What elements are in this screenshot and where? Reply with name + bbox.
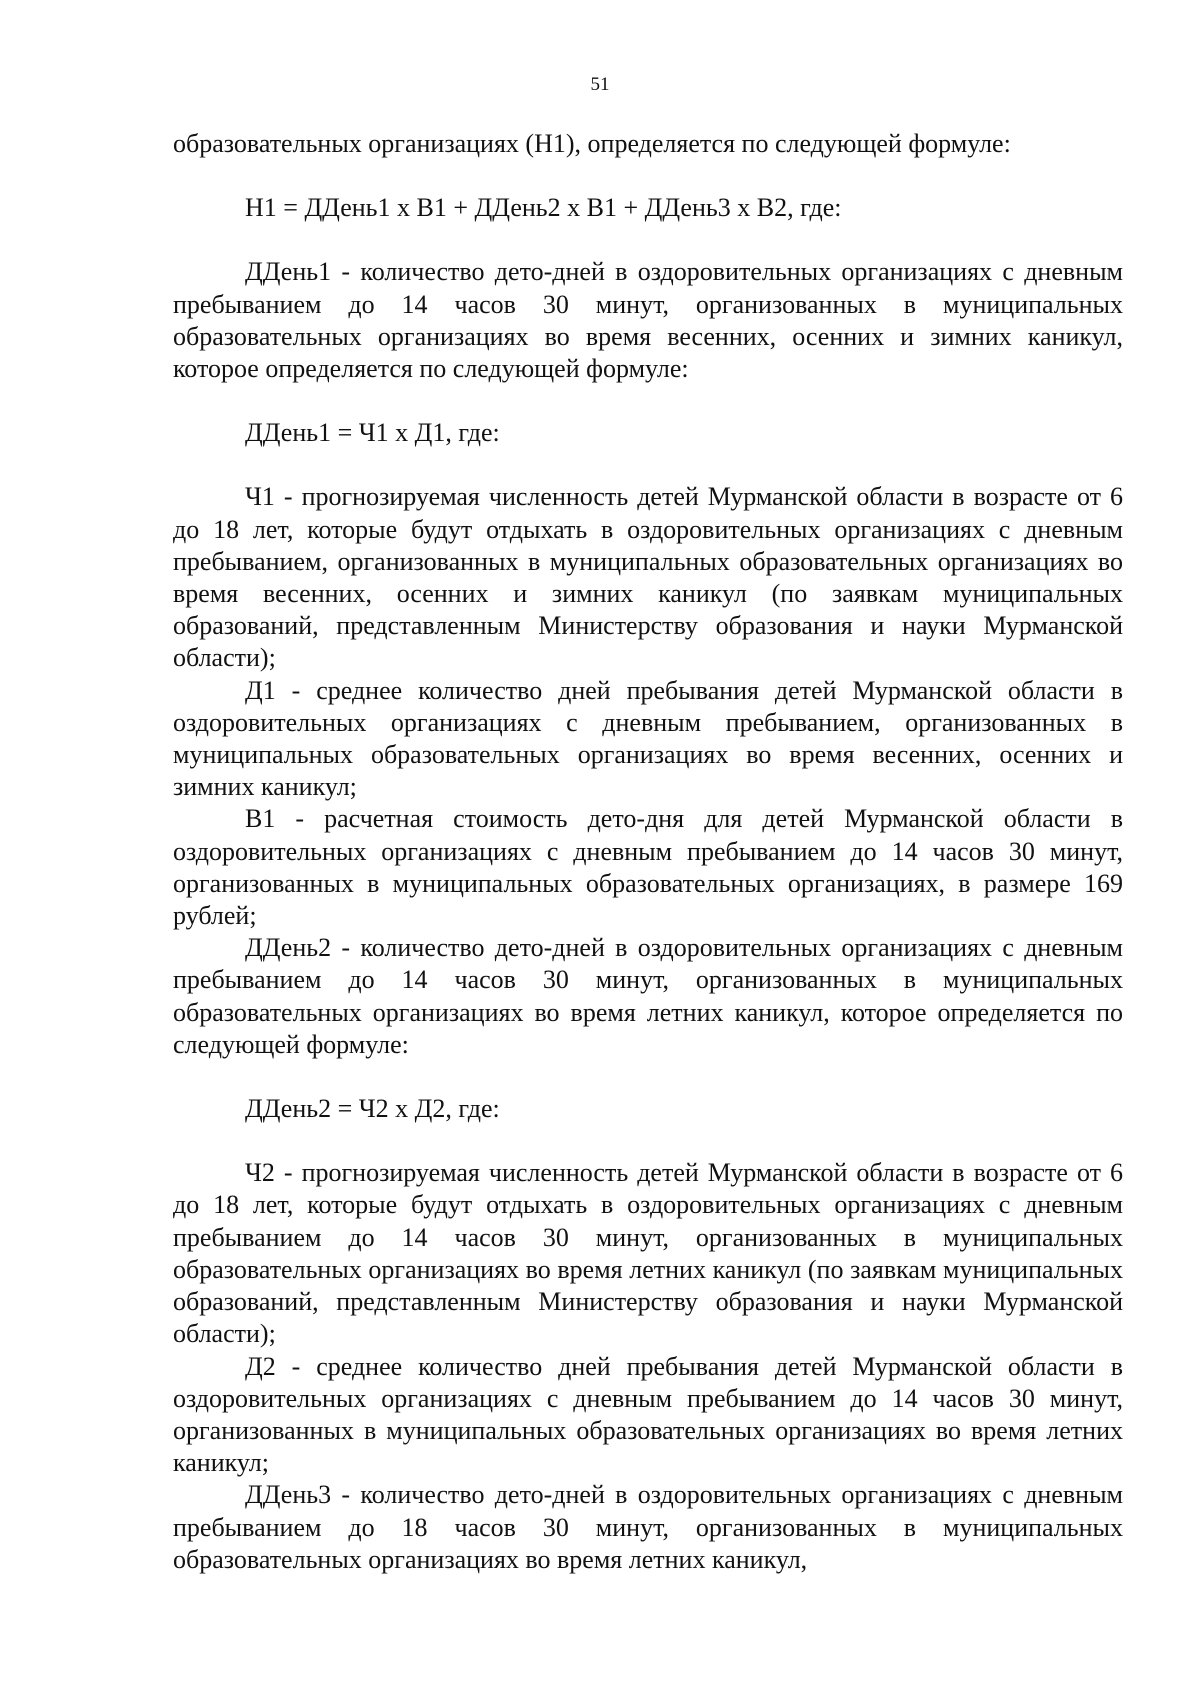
- paragraph-d1-definition: Д1 - среднее количество дней пребывания детей Мурманской области в оздоровительных организациях с дневным пребыванием, организованных в муниципальных образовательных организациях во время весенних, осенних и зимних каникул;: [173, 675, 1123, 802]
- paragraph-dden2-definition: ДДень2 - количество дето-дней в оздоровительных организациях с дневным пребыванием до 14 часов 30 минут, организованных в муниципальных образовательных организациях во время летних каникул, которое определяется по следующей формуле:: [173, 933, 1123, 1059]
- body-text: [173, 128, 1123, 1576]
- paragraph-v1-definition: В1 - расчетная стоимость дето-дня для детей Мурманской области в оздоровительных организациях с дневным пребыванием до 14 часов 30 минут, организованных в муниципальных образовательных организациях, в размере 169 рублей;: [173, 804, 1123, 931]
- paragraph-dden3-definition: ДДень3 - количество дето-дней в оздоровительных организациях с дневным пребыванием до 18 часов 30 минут, организованных в муниципальных образовательных организациях во время летних каникул,: [173, 1480, 1123, 1574]
- formula-dden2: ДДень2 = Ч2 х Д2, где:: [245, 1094, 500, 1124]
- paragraph-d2-definition: Д2 - среднее количество дней пребывания детей Мурманской области в оздоровительных организациях с дневным пребыванием до 14 часов 30 минут, организованных в муниципальных образовательных организациях во время летних каникул;: [173, 1351, 1123, 1478]
- paragraph-intro: образовательных организациях (Н1), определяется по следующей формуле:: [173, 129, 1011, 158]
- paragraph-ch1-definition: Ч1 - прогнозируемая численность детей Мурманской области в возрасте от 6 до 18 лет, которые будут отдыхать в оздоровительных организациях с дневным пребыванием, организованных в муниципальных образовательных организациях во время весенних, осенних и зимних каникул (по заявкам муниципальных образований, представленным Министерству образования и науки Мурманской области);: [173, 482, 1123, 673]
- formula-dden1: ДДень1 = Ч1 х Д1, где:: [245, 418, 500, 448]
- page-number: 51: [590, 74, 610, 95]
- paragraph-ch2-definition: Ч2 - прогнозируемая численность детей Мурманской области в возрасте от 6 до 18 лет, которые будут отдыхать в оздоровительных организациях с дневным пребыванием до 14 часов 30 минут, организованных в муниципальных образовательных организациях во время летних каникул (по заявкам муниципальных образований, представленным Министерству образования и науки Мурманской области);: [173, 1158, 1123, 1349]
- formula-n1: Н1 = ДДень1 х В1 + ДДень2 х В1 + ДДень3 х В2, где:: [245, 193, 842, 223]
- paragraph-dden1-definition: ДДень1 - количество дето-дней в оздоровительных организациях с дневным пребыванием до 14 часов 30 минут, организованных в муниципальных образовательных организациях во время весенних, осенних и зимних каникул, которое определяется по следующей формуле:: [173, 257, 1123, 384]
